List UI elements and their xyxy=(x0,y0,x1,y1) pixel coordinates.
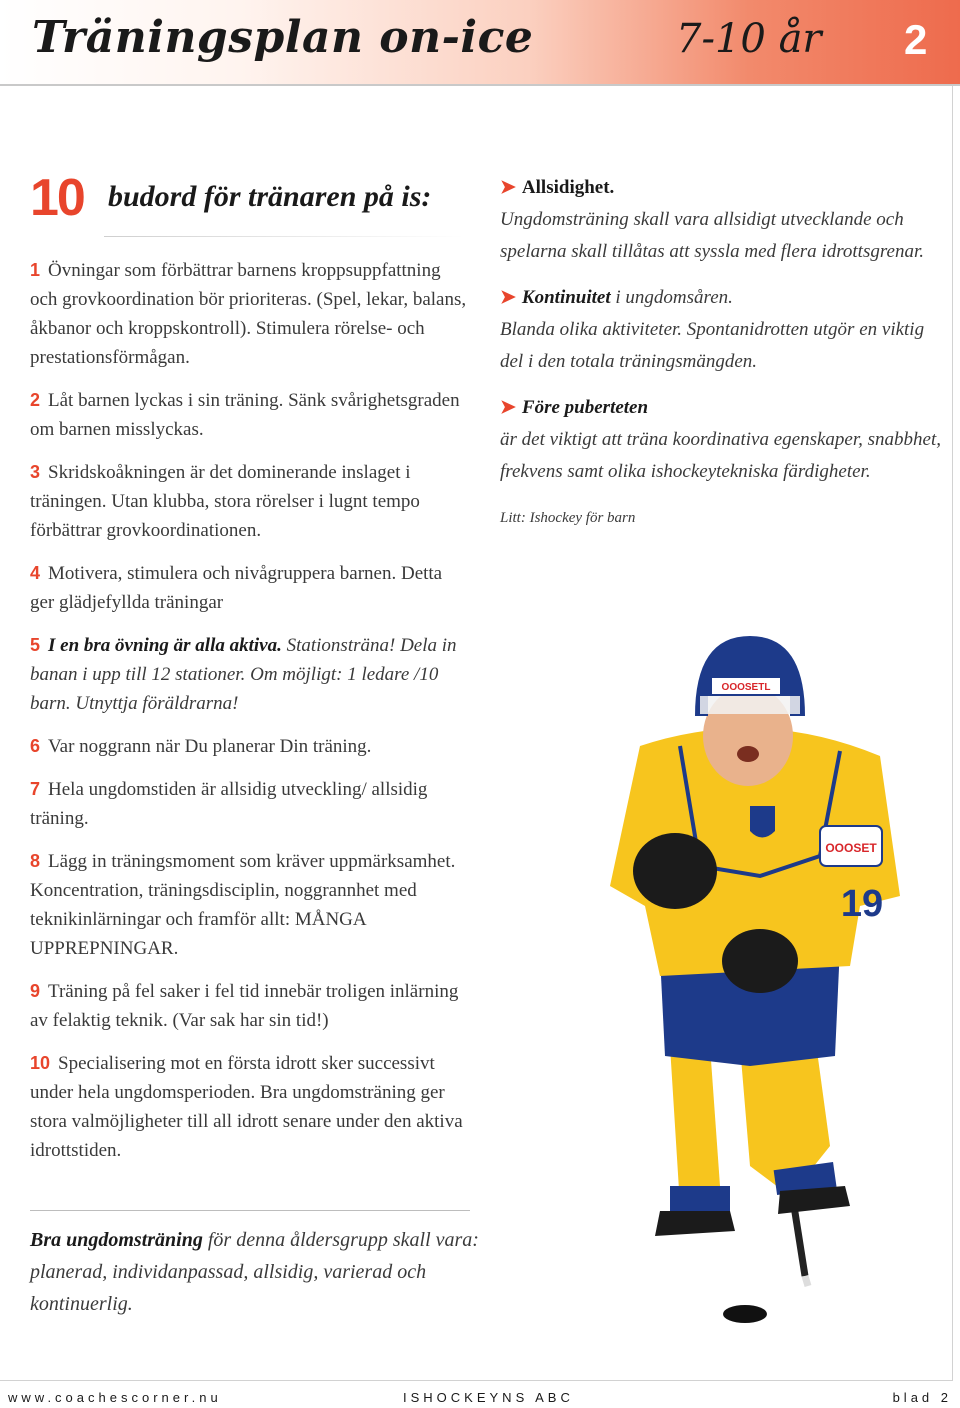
command-item xyxy=(30,977,470,1035)
command-item xyxy=(30,559,470,617)
footer-series-title: ISHOCKEYNS ABC xyxy=(403,1390,574,1405)
page-title: Träningsplan on-ice xyxy=(32,12,534,63)
jersey-logo: OOOSET xyxy=(825,841,877,855)
source-reference: Litt: Ishockey för barn xyxy=(500,510,636,526)
principle-kontinuitet xyxy=(500,282,945,378)
summary-divider xyxy=(30,1210,470,1211)
command-text: Skridskoåkningen är det dominerande inslaget i träningen. Utan klubba, stora rörelser i lugnt tempo förbättrar grovkoordinationen. xyxy=(30,462,420,541)
command-item xyxy=(30,256,470,372)
jersey-number: 19 xyxy=(840,883,884,925)
footer-website: www.coachescorner.nu xyxy=(8,1390,222,1405)
command-text: Övningar som förbättrar barnens kroppsuppfattning och grovkoordination bör prioriteras. (Spel, lekar, balans, åkbanor och kroppskontroll). Stimulera rörelse- och prestationsförmågan. xyxy=(30,260,467,368)
command-number: 1 xyxy=(30,260,41,280)
arrow-right-icon: ➤ xyxy=(500,397,516,418)
command-item xyxy=(30,458,470,545)
command-number: 5 xyxy=(30,635,41,655)
command-number: 4 xyxy=(30,563,41,583)
helmet-logo: OOOSETL xyxy=(721,682,771,693)
command-text: Specialisering mot en första idrott sker successivt under hela ungdomsperioden. Bra ungdomsträning ger stora valmöjligheter till all idrott senare under den aktiva idrottstiden. xyxy=(30,1053,463,1161)
puck-icon xyxy=(723,1305,767,1323)
command-item xyxy=(30,386,470,444)
command-item xyxy=(30,775,470,833)
command-text: Var noggrann när Du planerar Din träning. xyxy=(48,736,372,757)
age-range: 7-10 år xyxy=(676,16,822,62)
command-number: 7 xyxy=(30,779,41,799)
glove-icon xyxy=(633,833,717,909)
principle-heading-rest: i ungdomsåren. xyxy=(610,287,733,308)
commands-big-number: 10 xyxy=(30,169,84,227)
glove-icon xyxy=(722,929,798,993)
command-text: Låt barnen lyckas i sin träning. Sänk svårighetsgraden om barnen misslyckas. xyxy=(30,390,460,440)
command-text: Stationsträna! Dela in banan i upp till 12 stationer. Om möjligt: 1 ledare /10 barn. Utnyttja föräldrarna! xyxy=(30,635,457,714)
page-footer xyxy=(8,1390,952,1406)
command-text: Träning på fel saker i fel tid innebär troligen inlärning av felaktig teknik. (Var sak har sin tid!) xyxy=(30,981,459,1031)
arrow-right-icon: ➤ xyxy=(500,287,516,308)
command-item xyxy=(30,847,470,963)
summary-emphasis: Bra ungdomsträning xyxy=(30,1229,203,1251)
page-number: 2 xyxy=(904,16,928,63)
command-text: Hela ungdomstiden är allsidig utveckling/ allsidig träning. xyxy=(30,779,428,829)
command-number: 6 xyxy=(30,736,41,756)
principle-heading: Kontinuitet xyxy=(521,287,611,308)
command-emphasis: I en bra övning är alla aktiva. xyxy=(48,635,282,656)
command-text: Lägg in träningsmoment som kräver uppmärksamhet. Koncentration, träningsdisciplin, noggrannhet med teknikinlärningar och framför allt: MÅNGA UPPREPNINGAR. xyxy=(30,851,456,959)
heading-divider xyxy=(104,236,464,237)
principle-body: Ungdomsträning skall vara allsidigt utvecklande och spelarna skall tillåtas att syssla med flera idrottsgrenar. xyxy=(500,209,924,262)
command-item xyxy=(30,732,470,761)
command-number: 3 xyxy=(30,462,41,482)
footer-page-label: blad 2 xyxy=(892,1390,952,1405)
command-text: Motivera, stimulera och nivågruppera barnen. Detta ger glädjefyllda träningar xyxy=(30,563,443,613)
summary-statement xyxy=(30,1224,480,1320)
skate-icon xyxy=(655,1211,735,1236)
command-item xyxy=(30,1049,470,1165)
principle-body: är det viktigt att träna koordinativa egenskaper, snabbhet, frekvens samt olika ishockeytekniska färdigheter. xyxy=(500,429,941,482)
principle-heading: Allsidighet. xyxy=(521,177,615,198)
command-number: 10 xyxy=(30,1053,51,1073)
principles-column xyxy=(500,172,945,534)
summary-text: för denna åldersgrupp skall vara: planerad, individanpassad, allsidig, varierad och kontinuerlig. xyxy=(30,1229,479,1315)
hockey-player-photo xyxy=(600,626,920,1326)
principle-body: Blanda olika aktiviteter. Spontanidrotten utgör en viktig del i den totala träningsmängden. xyxy=(500,319,925,372)
commands-heading: budord för tränaren på is: xyxy=(108,180,432,213)
principle-allsidighet xyxy=(500,172,945,268)
command-number: 2 xyxy=(30,390,41,410)
principle-puberteten xyxy=(500,392,945,488)
command-number: 9 xyxy=(30,981,41,1001)
commands-list xyxy=(30,256,470,1179)
command-item xyxy=(30,631,470,718)
arrow-right-icon: ➤ xyxy=(500,177,516,198)
principle-heading: Före puberteten xyxy=(521,397,649,418)
command-number: 8 xyxy=(30,851,41,871)
